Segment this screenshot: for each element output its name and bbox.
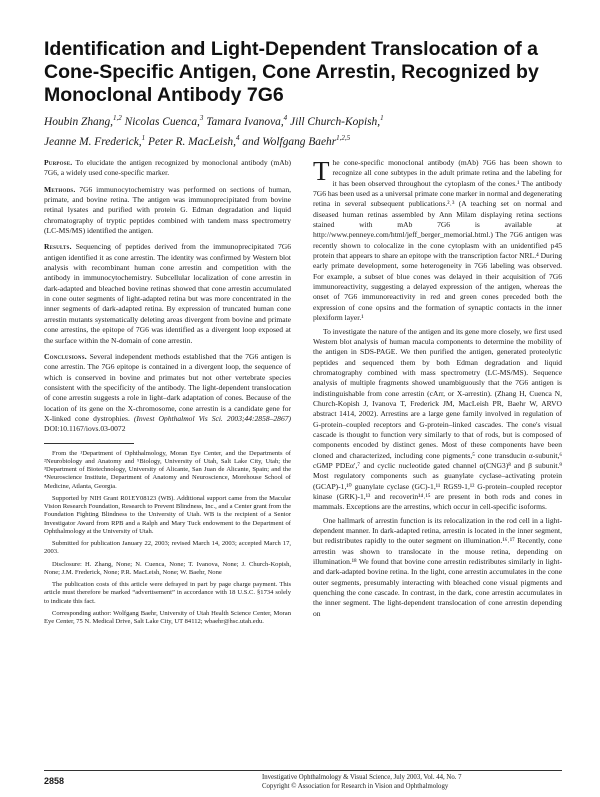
author-list bbox=[44, 110, 564, 150]
right-column bbox=[313, 158, 562, 766]
footnote-dates: Submitted for publication January 22, 2003; revised March 14, 2003; accepted March 17, 2003. bbox=[44, 540, 291, 556]
author: Jeanne M. Frederick,$^1$ bbox=[44, 133, 146, 148]
body-paragraph: The cone-specific monoclonal antibody (mAb) 7G6 has been shown to recognize all cone subtypes in the adult primate retina and the labeling for it has been observed throughout the cytoplasm of the cones.¹ The antibody 7G6 has been used as a universal primate cone marker in normal and degenerating retina in several subsequent publications.²˒³ (A teaching set on normal and diseased human retinas assembled by Ann Milam displaying retina sections stained with mAb 7G6 is available at http://www.penneye.com/html/jeff_berger_memorial.html.) The 7G6 antigen was recently shown to colocalize in the cone cytoplasm with an unidentified p45 protein that appears to share an epitope with the transcription factor NRL.⁴ During early primate development, some heterogeneity in 7G6 labeling was observed. For example, a subset of blue cones was delayed in their acquisition of 7G6 immunoreactivity, suggesting a delayed expression of the antigen, whereas the onset of 7G6 immunoreactivity in red and green cones preceded both the expression of cone opsins and the formation of synaptic contacts in the inner plexiform layer.¹ bbox=[313, 158, 562, 323]
footnote-corresponding-author: Corresponding author: Wolfgang Baehr, University of Utah Health Science Center, Moran Eye Center, 75 N. Medical Drive, Salt Lake City, UT 84112; wbaehr@hsc.utah.edu. bbox=[44, 609, 291, 626]
footnote-affiliations: From the ¹Department of Ophthalmology, Moran Eye Center, and the Departments of ²Neurobiology and Anatomy and ⁵Biology, University of Utah, Salt Lake City, Utah; the ³Department of Biotechnology, University of Alicante, San Juan de Alicante, Spain; and the ⁴Neuroscience Institute, Department of Anatomy and Neuroscience, Morehouse School of Medicine, Atlanta, Georgia. bbox=[44, 449, 291, 490]
footnotes bbox=[44, 450, 291, 627]
author: and Wolfgang Baehr$^{1,2,5}$ bbox=[242, 133, 351, 148]
body-paragraph: One hallmark of arrestin function is its relocalization in the rod cell in a light-dependent manner. In dark-adapted retina, arrestin is located in the inner segment, but redistributes rapidly to the outer segment on illumination.¹⁶˒¹⁷ Recently, cone arrestin was shown to translocate in the mouse retina, depending on illumination.¹⁸ We found that bovine cone arrestin redistributes similarly in light- and dark-adapted bovine retina. In the light, cone arrestin accumulates in the cone outer segments, presumably interacting with bleached cone visual pigments and quenching the cone cascade. In contrast, in the dark, cone arrestin accumulates in the inner segment. The light-dependent translocation of cone arrestin depending on bbox=[313, 515, 562, 618]
journal-citation: (Invest Ophthalmol Vis Sci. 2003;44:2858–2867) bbox=[133, 413, 292, 423]
author: Houbin Zhang,$^{1,2}$ bbox=[44, 114, 122, 128]
drop-cap: T bbox=[313, 158, 330, 186]
abstract-purpose: Purpose. To elucidate the antigen recognized by monoclonal antibody (mAb) 7G6, a widely used cone-specific marker. bbox=[44, 158, 291, 178]
footnote-publication-costs: The publication costs of this article were defrayed in part by page charge payment. This article must therefore be marked “advertisement” in accordance with 18 U.S.C. §1734 solely to indicate this fact. bbox=[44, 581, 291, 605]
abstract-methods: Methods. 7G6 immunocytochemistry was performed on sections of human, primate, and bovine retina. The antigen was immunoprecipitated from bovine retinal lysates and purified with protein G. Edman degradation and liquid chromatography of tryptic peptides combined with tandem mass spectrometry (LC-MS/MS) identified the antigen. bbox=[44, 184, 292, 236]
abstract bbox=[44, 158, 291, 435]
author: Peter R. MacLeish,$^4$ bbox=[147, 133, 240, 148]
left-column bbox=[44, 158, 291, 630]
article-title: Identification and Light-Dependent Translocation of a Cone-Specific Antigen, Cone Arrestin, Recognized by Monoclonal Antibody 7G6 bbox=[44, 38, 539, 106]
abstract-results: Results. Sequencing of peptides derived from the immunoprecipitated 7G6 antigen identified it as cone arrestin. The identity was confirmed by Western blot analysis with recombinant human cone arrestin and competition with the antibody in immunocytochemistry. Subcellular localization of cone arrestin in dark-adapted and bleached bovine retinas showed that cone arrestin accumulated in cone outer segments of light-adapted retina but was more concentrated in the inner segments of dark-adapted retina. By expression of truncated human cone arrestin mutants systematically deleting areas divergent from bovine and primate cone arrestins, the epitope of 7G6 was identified as a divergent loop exposed at the surface within the N-domain of cone arrestin. bbox=[44, 242, 292, 345]
body-paragraph: To investigate the nature of the antigen and its gene more closely, we first used Western blot analysis of human macula components to determine the mobility of the antigen in SDS-PAGE. We then purified the antigen, generated proteolytic peptides and sequenced them by both Edman degradation and liquid chromatography combined with mass spectrometry (LC-MS/MS). Sequence analysis of multiple fragments showed unambiguously that the 7G6 antigen is indistinguishable from cone arrestin (cArr, or X-arrestin). (Zhang H, Cuenca N, Church-Kopish J, Ivanova T, Frederick JM, MacLeish PR, Baehr W, ARVO abstract 1414, 2002). Arrestins are a large gene family involved in regulation of G-protein–coupled receptors and G-protein–linked cascades. The cone's visual cascade is thought to function very similarly to that of rods, but is composed of components encoded by distinct genes. Most of these components have been cloned and characterized, including cone pigments,⁵ cone transducin α-subunit,⁶ cGMP PDEα′,⁷ and cyclic nucleotide gated channel α(CNG3)⁸ and β subunit.⁹ Most regulatory components such as guanylate cyclase–activating protein (GCAP)-1,¹⁰ guanylate cyclase (GC)-1,¹¹ RGS9-1,¹² G-protein–coupled receptor kinase (GRK)-1,¹³ and recoverin¹⁴˒¹⁵ are present in both rods and cones in mammals. Exceptions are the arrestins, which occur in cell-specific isoforms. bbox=[313, 326, 562, 512]
footnote-divider bbox=[44, 443, 134, 444]
journal-footer: Investigative Ophthalmology & Visual Science, July 2003, Vol. 44, No. 7 Copyright © Association for Research in Vision and Ophthalmology bbox=[262, 774, 462, 790]
doi: DOI:10.1167/iovs.03-0072 bbox=[44, 424, 126, 434]
abstract-conclusions: Conclusions. Several independent methods established that the 7G6 antigen is cone arrestin. The 7G6 epitope is contained in a divergent loop, the sequence of which is conserved in bovine and primates but not other vertebrate species consistent with the specificity of the antibody. The light-dependent translocation of cone arrestin suggests a role in light–dark adaptation of cones. Because of the location of its gene on the X-chromosome, cone arrestin is a candidate gene for X-linked cone dystrophies. (Invest Ophthalmol Vis Sci. 2003;44:2858–2867) DOI:10.1167/iovs.03-0072 bbox=[44, 351, 292, 434]
author: Tamara Ivanova,$^4$ bbox=[206, 114, 288, 128]
footnote-disclosure: Disclosure: H. Zhang, None; N. Cuenca, None; T. Ivanova, None; J. Church-Kopish, None; J.M. Frederick, None; P.R. MacLeish, None; W. Baehr, None bbox=[44, 560, 291, 576]
footer-rule bbox=[44, 770, 562, 771]
footnote-support: Supported by NIH Grant R01EY08123 (WB). Additional support came from the Macular Vision Research Foundation, Research to Prevent Blindness, Inc., and a Center grant from the Foundation Fighting Blindness to the University of Utah. WB is the recipient of a Senior Investigator Award from RPB and a Ralph and Mary Tuck endowment to the Department of Ophthalmology at the University of Utah. bbox=[44, 494, 291, 535]
author: Jill Church-Kopish,$^1$ bbox=[290, 114, 384, 128]
author: Nicolas Cuenca,$^3$ bbox=[124, 114, 204, 128]
page-number: 2858 bbox=[44, 776, 65, 786]
